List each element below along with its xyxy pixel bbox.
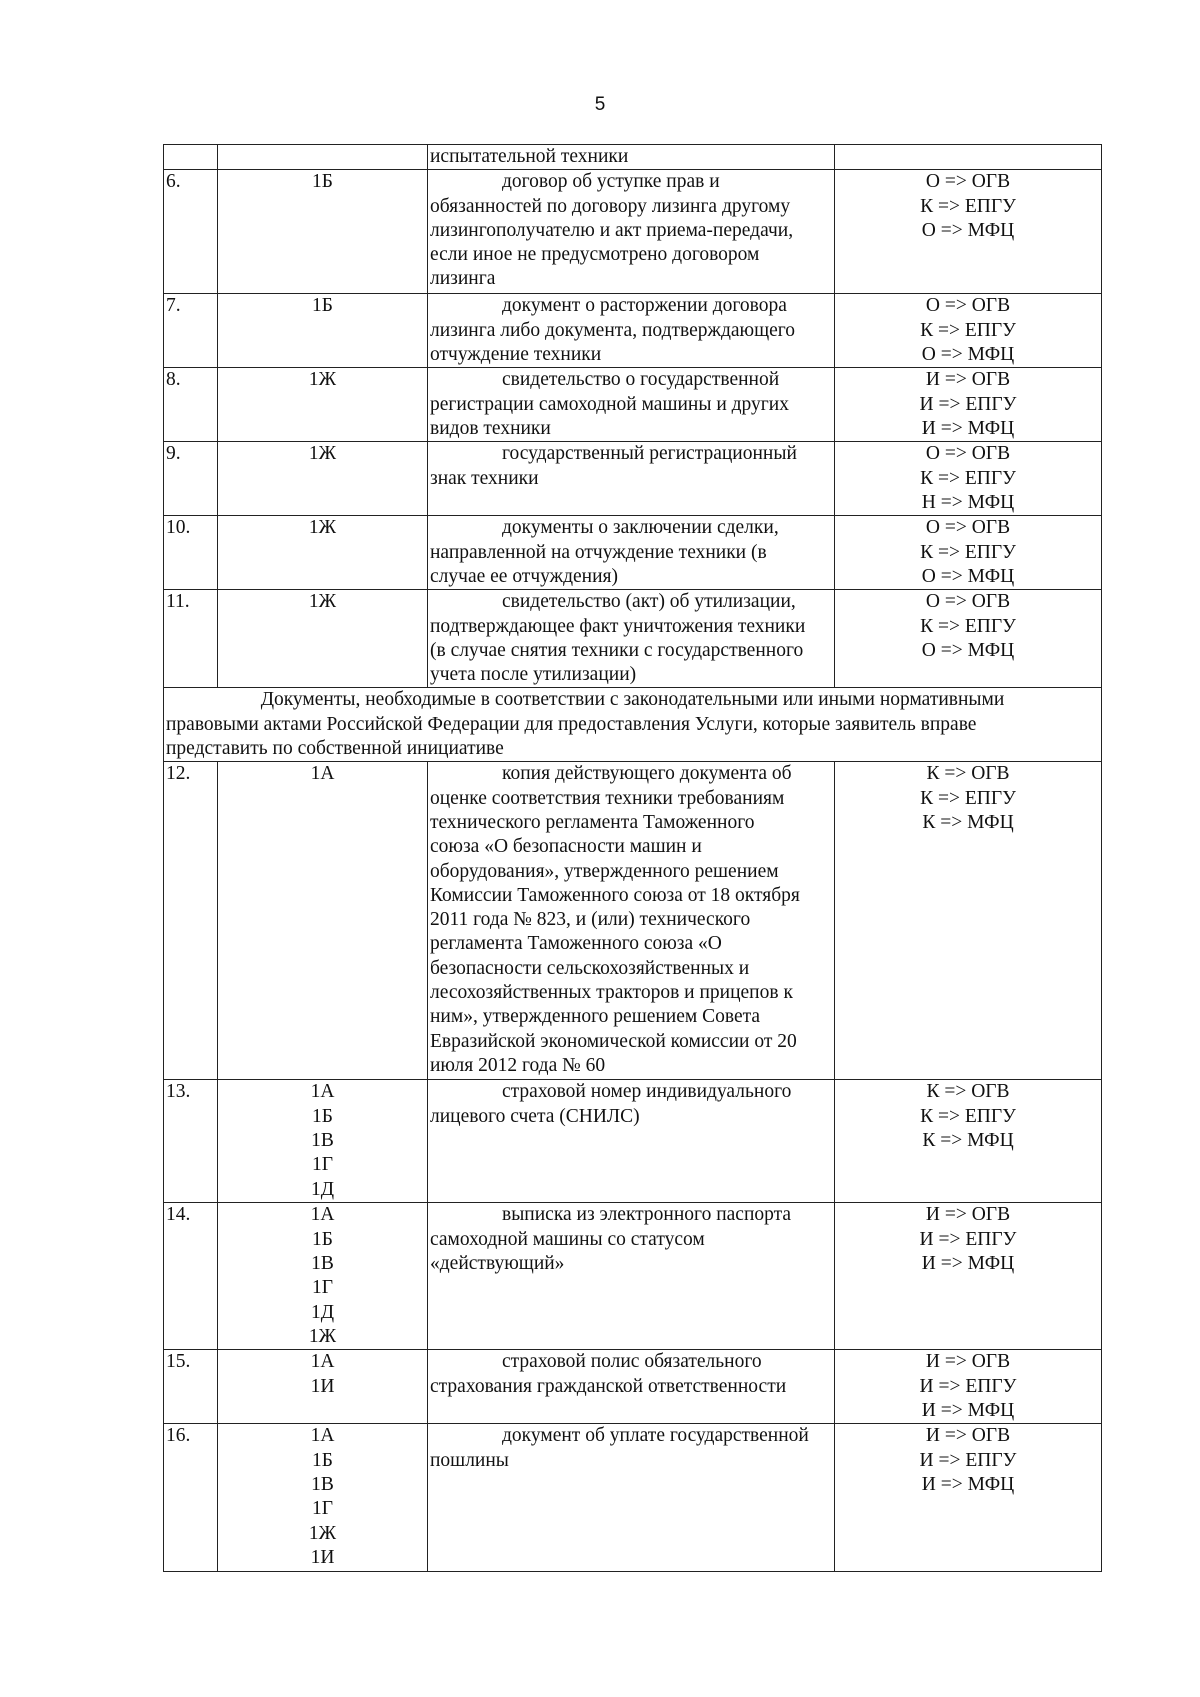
document-cell xyxy=(428,294,835,368)
document-line: регламента Таможенного союза «О xyxy=(430,933,722,955)
documents-table xyxy=(163,144,1102,1572)
receipt-method: И => МФЦ xyxy=(921,1252,1015,1274)
document-cell xyxy=(428,762,835,1080)
receipt-method: К => ЕПГУ xyxy=(920,541,1016,563)
category-code: 1Б xyxy=(312,1105,333,1127)
document-line: 2011 года № 823, и (или) технического xyxy=(430,909,751,931)
table-row xyxy=(164,762,1102,1080)
row-number-cell xyxy=(164,1350,218,1424)
receipt-method: К => ЕПГУ xyxy=(920,1105,1016,1127)
category-code: 1И xyxy=(310,1546,335,1568)
row-number: 6. xyxy=(166,171,181,193)
document-cell xyxy=(428,1080,835,1203)
receipt-cell xyxy=(835,1424,1102,1572)
document-line: страховой номер индивидуального xyxy=(502,1081,792,1103)
receipt-cell xyxy=(835,145,1102,170)
receipt-cell xyxy=(835,590,1102,688)
category-code: 1А xyxy=(310,1425,335,1447)
document-line: самоходной машины со статусом xyxy=(430,1228,705,1250)
document-line: Евразийской экономической комиссии от 20 xyxy=(430,1030,797,1052)
row-number-cell xyxy=(164,368,218,442)
category-code: 1Ж xyxy=(308,1522,337,1544)
document-line: направленной на отчуждение техники (в xyxy=(430,541,767,563)
document-line: лесохозяйственных тракторов и прицепов к xyxy=(430,982,793,1004)
category-code: 1Ж xyxy=(308,591,337,613)
receipt-method: О => ОГВ xyxy=(925,295,1011,317)
receipt-method: К => МФЦ xyxy=(922,811,1014,833)
row-number: 15. xyxy=(166,1351,191,1373)
table-row-continuation xyxy=(164,145,1102,170)
receipt-method: К => ЕПГУ xyxy=(920,615,1016,637)
table-row xyxy=(164,1080,1102,1203)
document-cell xyxy=(428,368,835,442)
receipt-cell xyxy=(835,170,1102,294)
category-code: 1Ж xyxy=(308,369,337,391)
row-number-cell xyxy=(164,1080,218,1203)
document-line: случае ее отчуждения) xyxy=(430,565,619,587)
category-cell xyxy=(218,442,428,516)
category-cell xyxy=(218,294,428,368)
document-line: Комиссии Таможенного союза от 18 октября xyxy=(430,884,800,906)
category-code: 1Б xyxy=(312,1228,333,1250)
category-code: 1А xyxy=(310,1351,335,1373)
category-code: 1Б xyxy=(312,295,333,317)
document-line: пошлины xyxy=(430,1449,509,1471)
receipt-method: И => ЕПГУ xyxy=(919,1449,1017,1471)
category-code: 1Б xyxy=(312,171,333,193)
document-line: выписка из электронного паспорта xyxy=(502,1204,792,1226)
document-line: государственный регистрационный xyxy=(502,443,797,465)
receipt-cell xyxy=(835,762,1102,1080)
receipt-method: К => МФЦ xyxy=(922,1129,1014,1151)
document-line: оборудования», утвержденного решением xyxy=(430,860,779,882)
document-line: лизингополучателю и акт приема-передачи, xyxy=(430,219,794,241)
row-number-cell xyxy=(164,1203,218,1350)
document-cell xyxy=(428,590,835,688)
category-cell xyxy=(218,516,428,590)
row-number-cell xyxy=(164,1424,218,1572)
receipt-method: К => ЕПГУ xyxy=(920,319,1016,341)
section-heading-line: представить по собственной инициативе xyxy=(166,738,504,760)
document-line: лизинга либо документа, подтверждающего xyxy=(430,319,796,341)
category-cell xyxy=(218,145,428,170)
table-row xyxy=(164,294,1102,368)
category-code: 1А xyxy=(310,1081,335,1103)
document-line: отчуждение техники xyxy=(430,343,602,365)
receipt-method: И => ОГВ xyxy=(925,1204,1011,1226)
document-line: учета после утилизации) xyxy=(430,664,637,686)
receipt-method: О => МФЦ xyxy=(921,343,1015,365)
receipt-method: И => МФЦ xyxy=(921,1473,1015,1495)
receipt-method: К => ОГВ xyxy=(926,763,1010,785)
document-cell xyxy=(428,1424,835,1572)
document-line: «действующий» xyxy=(430,1252,565,1274)
document-line: безопасности сельскохозяйственных и xyxy=(430,957,750,979)
row-number-cell xyxy=(164,170,218,294)
document-line: регистрации самоходной машины и других xyxy=(430,393,789,415)
receipt-cell xyxy=(835,1080,1102,1203)
receipt-cell xyxy=(835,368,1102,442)
document-line: копия действующего документа об xyxy=(502,763,792,785)
category-code: 1И xyxy=(310,1375,335,1397)
row-number-cell xyxy=(164,145,218,170)
table-row xyxy=(164,442,1102,516)
table-row xyxy=(164,590,1102,688)
receipt-method: И => ОГВ xyxy=(925,1425,1011,1447)
document-line: обязанностей по договору лизинга другому xyxy=(430,195,791,217)
category-code: 1Ж xyxy=(308,443,337,465)
category-code: 1В xyxy=(311,1473,334,1495)
category-code: 1Г xyxy=(311,1277,334,1299)
row-number: 13. xyxy=(166,1081,191,1103)
category-code: 1В xyxy=(311,1252,334,1274)
category-code: 1Г xyxy=(311,1154,334,1176)
document-line: видов техники xyxy=(430,417,551,439)
document-line: (в случае снятия техники с государственного xyxy=(430,639,804,661)
receipt-method: О => ОГВ xyxy=(925,517,1011,539)
document-line: страхования гражданской ответственности xyxy=(430,1375,787,1397)
row-number: 16. xyxy=(166,1425,191,1447)
category-code: 1Д xyxy=(310,1301,335,1323)
document-cell xyxy=(428,516,835,590)
document-line: подтверждающее факт уничтожения техники xyxy=(430,615,806,637)
table-row xyxy=(164,516,1102,590)
receipt-method: О => ОГВ xyxy=(925,443,1011,465)
category-code: 1А xyxy=(310,763,335,785)
document-line: технического регламента Таможенного xyxy=(430,811,755,833)
category-cell xyxy=(218,590,428,688)
table-row xyxy=(164,1203,1102,1350)
row-number-cell xyxy=(164,762,218,1080)
section-heading-row xyxy=(164,688,1102,762)
category-cell xyxy=(218,1424,428,1572)
row-number-cell xyxy=(164,516,218,590)
row-number: 9. xyxy=(166,443,181,465)
receipt-method: К => ЕПГУ xyxy=(920,467,1016,489)
category-cell xyxy=(218,1350,428,1424)
row-number: 12. xyxy=(166,763,191,785)
category-code: 1А xyxy=(310,1204,335,1226)
category-cell xyxy=(218,170,428,294)
document-line: оценке соответствия техники требованиям xyxy=(430,787,785,809)
document-cell xyxy=(428,442,835,516)
table-row xyxy=(164,368,1102,442)
document-cell xyxy=(428,170,835,294)
row-number-cell xyxy=(164,442,218,516)
document-line: страховой полис обязательного xyxy=(502,1351,762,1373)
section-heading-line: правовыми актами Российской Федерации для предоставления Услуги, которые заявитель вправе xyxy=(166,713,977,735)
category-cell xyxy=(218,368,428,442)
document-line: свидетельство (акт) об утилизации, xyxy=(502,591,796,613)
receipt-method: О => ОГВ xyxy=(925,591,1011,613)
row-number: 11. xyxy=(166,591,190,613)
category-cell xyxy=(218,1203,428,1350)
category-cell xyxy=(218,762,428,1080)
table-row xyxy=(164,1350,1102,1424)
document-line: свидетельство о государственной xyxy=(502,369,780,391)
section-heading-line: Документы, необходимые в соответствии с законодательными или иными нормативными xyxy=(260,689,1005,711)
table-row xyxy=(164,170,1102,294)
document-cell xyxy=(428,1203,835,1350)
receipt-method: К => ЕПГУ xyxy=(920,195,1016,217)
row-number: 10. xyxy=(166,517,191,539)
document-cell xyxy=(428,1350,835,1424)
row-number: 14. xyxy=(166,1204,191,1226)
document-line: союза «О безопасности машин и xyxy=(430,836,702,858)
document-line: документ о расторжении договора xyxy=(502,295,787,317)
row-number: 8. xyxy=(166,369,181,391)
receipt-cell xyxy=(835,1350,1102,1424)
category-code: 1Г xyxy=(311,1498,334,1520)
receipt-method: И => ОГВ xyxy=(925,1351,1011,1373)
document-line: если иное не предусмотрено договором xyxy=(430,244,760,266)
row-number: 7. xyxy=(166,295,181,317)
receipt-method: К => ЕПГУ xyxy=(920,787,1016,809)
receipt-method: О => ОГВ xyxy=(925,171,1011,193)
row-number-cell xyxy=(164,294,218,368)
document-line: лизинга xyxy=(430,268,496,290)
document-line: испытательной техники xyxy=(430,146,629,167)
page-number: 5 xyxy=(594,94,606,115)
receipt-method: И => ЕПГУ xyxy=(919,393,1017,415)
receipt-method: И => ЕПГУ xyxy=(919,1375,1017,1397)
document-line: лицевого счета (СНИЛС) xyxy=(430,1105,640,1127)
document-line: ним», утвержденного решением Совета xyxy=(430,1006,761,1028)
receipt-method: И => МФЦ xyxy=(921,1399,1015,1421)
document-cell xyxy=(428,145,835,170)
category-code: 1Д xyxy=(310,1178,335,1200)
document-line: договор об уступке прав и xyxy=(502,171,720,193)
receipt-cell xyxy=(835,442,1102,516)
receipt-method: И => МФЦ xyxy=(921,417,1015,439)
receipt-method: Н => МФЦ xyxy=(921,491,1015,513)
receipt-cell xyxy=(835,1203,1102,1350)
section-heading xyxy=(164,688,1102,762)
category-code: 1Ж xyxy=(308,517,337,539)
receipt-method: И => ОГВ xyxy=(925,369,1011,391)
document-line: документы о заключении сделки, xyxy=(502,517,779,539)
category-cell xyxy=(218,1080,428,1203)
category-code: 1Ж xyxy=(308,1325,337,1347)
receipt-method: О => МФЦ xyxy=(921,219,1015,241)
table-row xyxy=(164,1424,1102,1572)
receipt-method: И => ЕПГУ xyxy=(919,1228,1017,1250)
document-line: июля 2012 года № 60 xyxy=(430,1054,606,1076)
receipt-cell xyxy=(835,516,1102,590)
receipt-cell xyxy=(835,294,1102,368)
row-number-cell xyxy=(164,590,218,688)
document-line: документ об уплате государственной xyxy=(502,1425,809,1447)
document-line: знак техники xyxy=(430,467,539,489)
receipt-method: О => МФЦ xyxy=(921,639,1015,661)
receipt-method: О => МФЦ xyxy=(921,565,1015,587)
category-code: 1Б xyxy=(312,1449,333,1471)
receipt-method: К => ОГВ xyxy=(926,1081,1010,1103)
category-code: 1В xyxy=(311,1129,334,1151)
